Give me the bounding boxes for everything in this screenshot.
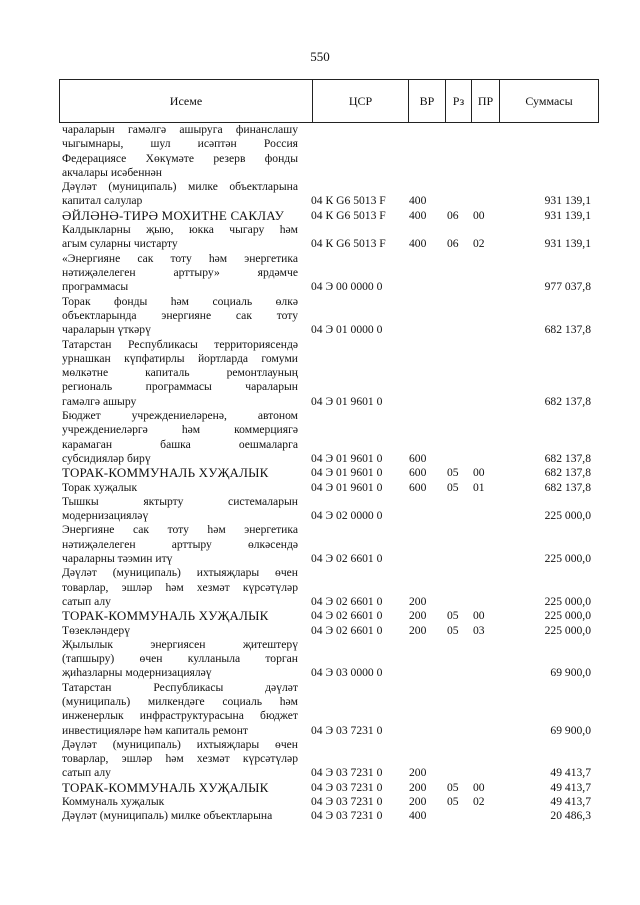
row-pr: 03 [473, 623, 485, 637]
row-name-line: (муниципаль) милкендәге социаль һәм [62, 694, 298, 708]
row-csr: 04 Э 03 7231 0 [311, 795, 383, 809]
row-pr: 02 [473, 237, 485, 251]
header-rz: Рз [446, 80, 472, 122]
row-sum: 931 139,1 [544, 208, 591, 222]
row-name-line: ӘЙЛӘНӘ-ТИРӘ МОХИТНЕ САКЛАУ [62, 207, 285, 223]
table-row [59, 180, 599, 209]
header-vr: ВР [409, 80, 446, 122]
header-pr: ПР [472, 80, 500, 122]
page-number: 550 [310, 49, 330, 64]
table-row [59, 409, 599, 466]
row-pr: 01 [473, 480, 485, 494]
row-sum: 682 137,8 [544, 451, 591, 465]
row-name-line: Торак фонды һәм социаль өлкә [62, 294, 298, 308]
row-rz: 06 [447, 237, 459, 251]
table-row [59, 681, 599, 738]
row-name-line: Калдыкларны җыю, юкка чыгару һәм [62, 223, 298, 237]
row-name-line: сатып алу [62, 766, 111, 780]
row-name [62, 466, 298, 480]
row-vr: 200 [409, 795, 427, 809]
row-sum: 977 037,8 [544, 280, 591, 294]
row-name-line: гамәлгә ашыру [62, 394, 137, 408]
header-csr: ЦСР [313, 80, 409, 122]
row-name [62, 209, 298, 223]
row-name-line: чараларын үткәрү [62, 323, 151, 337]
row-name-line: акчалары исәбеннән [62, 165, 162, 179]
row-rz: 05 [447, 795, 459, 809]
table-header [59, 79, 599, 123]
row-name-line: товарлар, эшләр һәм хезмәт күрсәтүләр [62, 752, 298, 766]
row-name-line: региональ программасы чараларын [62, 380, 298, 394]
table-row [59, 566, 599, 609]
row-name-line: Татарстан Республикасы территориясендә [62, 337, 298, 351]
table-row [59, 252, 599, 295]
row-name [62, 223, 298, 252]
row-sum: 225 000,0 [544, 623, 591, 637]
row-name-line: Дәүләт (муниципаль) ихтыяҗлары өчен [62, 566, 298, 580]
row-csr: 04 Э 01 9601 0 [311, 451, 383, 465]
table-row [59, 466, 599, 480]
row-csr: 04 Э 01 9601 0 [311, 394, 383, 408]
row-name-line: (тапшыру) өчен кулланыла торган [62, 652, 298, 666]
row-pr: 00 [473, 466, 485, 480]
table-row [59, 338, 599, 410]
row-csr: 04 Э 02 6601 0 [311, 551, 383, 565]
row-sum: 69 900,0 [550, 666, 591, 680]
row-vr: 400 [409, 194, 427, 208]
row-name [62, 123, 298, 180]
row-pr: 00 [473, 780, 485, 794]
row-name-line: «Энергияне сак тоту һәм энергетика [62, 251, 298, 265]
table-row [59, 523, 599, 566]
table-row [59, 809, 599, 823]
row-rz: 06 [447, 208, 459, 222]
row-name-line: чараларын гамәлгә ашыруга финанслашу [62, 123, 298, 136]
row-vr: 200 [409, 780, 427, 794]
table-row [59, 738, 599, 781]
row-name-line: товарлар, эшләр һәм хезмәт күрсәтүләр [62, 580, 298, 594]
row-vr: 200 [409, 609, 427, 623]
row-name-line: Энергияне сак тоту һәм энергетика [62, 523, 298, 537]
row-name-line: урнашкан күпфатирлы йортларда гомуми [62, 351, 298, 365]
row-name [62, 180, 298, 209]
row-csr: 04 К G6 5013 F [311, 194, 386, 208]
row-name-line: инвестицияләре һәм капиталь ремонт [62, 723, 248, 737]
table-row [59, 123, 599, 180]
row-csr: 04 Э 02 6601 0 [311, 609, 383, 623]
row-name [62, 523, 298, 566]
table-row [59, 781, 599, 795]
row-vr: 600 [409, 451, 427, 465]
row-sum: 49 413,7 [550, 780, 591, 794]
row-sum: 225 000,0 [544, 594, 591, 608]
row-csr: 04 Э 03 7231 0 [311, 809, 383, 823]
row-csr: 04 Э 00 0000 0 [311, 280, 383, 294]
row-name [62, 409, 298, 466]
row-sum: 931 139,1 [544, 194, 591, 208]
table-row [59, 481, 599, 495]
row-csr: 04 Э 01 9601 0 [311, 466, 383, 480]
row-rz: 05 [447, 480, 459, 494]
row-csr: 04 Э 03 7231 0 [311, 723, 383, 737]
row-name-line: агым суларны чистарту [62, 237, 178, 251]
row-pr: 02 [473, 795, 485, 809]
row-name [62, 624, 298, 638]
row-name-line: Җылылык энергиясен җитештерү [62, 637, 298, 651]
row-sum: 225 000,0 [544, 551, 591, 565]
row-sum: 931 139,1 [544, 237, 591, 251]
row-vr: 600 [409, 466, 427, 480]
row-name-line: ТОРАК-КОММУНАЛЬ ХУҖАЛЫК [62, 779, 269, 795]
row-vr: 400 [409, 237, 427, 251]
row-name [62, 252, 298, 295]
row-name-line: Бюджет учреждениеләренә, автоном [62, 409, 298, 422]
row-name [62, 638, 298, 681]
row-vr: 400 [409, 208, 427, 222]
row-csr: 04 К G6 5013 F [311, 208, 386, 222]
row-sum: 49 413,7 [550, 795, 591, 809]
row-name-line: Федерациясе Хөкүмәте резерв фонды [62, 151, 298, 165]
row-vr: 600 [409, 480, 427, 494]
row-csr: 04 Э 02 6601 0 [311, 594, 383, 608]
row-name-line: учреждениеләргә һәм коммерциягә [62, 423, 298, 437]
row-name-line: Дәүләт (муниципаль) милке объектларына [62, 180, 298, 194]
row-vr: 400 [409, 809, 427, 823]
row-csr: 04 Э 01 9601 0 [311, 480, 383, 494]
row-name [62, 809, 298, 823]
row-name-line: ТОРАК-КОММУНАЛЬ ХУҖАЛЫК [62, 465, 269, 481]
table-row [59, 638, 599, 681]
row-vr: 200 [409, 623, 427, 637]
row-name-line: Татарстан Республикасы дәүләт [62, 680, 298, 694]
row-name-line: сатып алу [62, 594, 111, 608]
row-rz: 05 [447, 780, 459, 794]
table-row [59, 295, 599, 338]
table-row [59, 795, 599, 809]
row-sum: 225 000,0 [544, 509, 591, 523]
row-sum: 20 486,3 [550, 809, 591, 823]
row-name [62, 495, 298, 524]
table-row [59, 223, 599, 252]
row-csr: 04 К G6 5013 F [311, 237, 386, 251]
row-csr: 04 Э 03 7231 0 [311, 780, 383, 794]
table-row [59, 624, 599, 638]
table-row [59, 209, 599, 223]
row-name-line: капитал салулар [62, 194, 143, 208]
row-vr: 200 [409, 766, 427, 780]
row-name-line: инженерлык инфраструктурасына бюджет [62, 709, 298, 723]
row-name [62, 781, 298, 795]
row-name-line: нәтиҗәлелеген арттыру өлкәсендә [62, 537, 298, 551]
row-sum: 682 137,8 [544, 466, 591, 480]
row-sum: 682 137,8 [544, 480, 591, 494]
row-rz: 05 [447, 609, 459, 623]
row-name-line: нәтиҗәлелеген арттыру» ярдәмче [62, 265, 298, 279]
header-name: Исеме [60, 80, 313, 122]
row-csr: 04 Э 03 0000 0 [311, 666, 383, 680]
row-name-line: Төзекләндерү [62, 623, 131, 637]
row-name [62, 295, 298, 338]
row-vr: 200 [409, 594, 427, 608]
row-csr: 04 Э 01 0000 0 [311, 323, 383, 337]
header-sum: Суммасы [525, 94, 573, 108]
row-name-line: ТОРАК-КОММУНАЛЬ ХУҖАЛЫК [62, 608, 269, 624]
row-sum: 49 413,7 [550, 766, 591, 780]
row-sum: 225 000,0 [544, 609, 591, 623]
row-name-line: чараларны тәэмин итү [62, 551, 173, 565]
row-sum: 682 137,8 [544, 394, 591, 408]
row-pr: 00 [473, 208, 485, 222]
row-name-line: Дәүләт (муниципаль) милке объектларына [62, 809, 273, 823]
table-row [59, 609, 599, 623]
row-csr: 04 Э 03 7231 0 [311, 766, 383, 780]
row-name [62, 481, 298, 495]
row-name-line: объектларында энергияне сак тоту [62, 308, 298, 322]
row-name-line: модернизацияләү [62, 509, 149, 523]
row-name-line: мөлкәтне капиталь ремонтлауның [62, 366, 298, 380]
row-sum: 69 900,0 [550, 723, 591, 737]
row-name-line: субсидияләр бирү [62, 451, 151, 465]
row-name-line: Тышкы яктырту системаларын [62, 494, 298, 508]
row-name [62, 795, 298, 809]
row-name [62, 609, 298, 623]
row-name [62, 681, 298, 738]
row-name-line: программасы [62, 280, 129, 294]
row-name-line: чыгымнары, шул исәптән Россия [62, 137, 298, 151]
row-csr: 04 Э 02 0000 0 [311, 509, 383, 523]
row-name-line: карамаган башка оешмаларга [62, 437, 298, 451]
row-rz: 05 [447, 623, 459, 637]
table-row [59, 495, 599, 524]
row-pr: 00 [473, 609, 485, 623]
row-name [62, 566, 298, 609]
row-name-line: җиһазларны модернизацияләү [62, 666, 212, 680]
row-name [62, 738, 298, 781]
row-name-line: Коммуналь хуҗалык [62, 795, 165, 809]
row-csr: 04 Э 02 6601 0 [311, 623, 383, 637]
row-name [62, 338, 298, 409]
row-name-line: Торак хуҗалык [62, 480, 138, 494]
row-name-line: Дәүләт (муниципаль) ихтыяҗлары өчен [62, 737, 298, 751]
row-sum: 682 137,8 [544, 323, 591, 337]
row-rz: 05 [447, 466, 459, 480]
